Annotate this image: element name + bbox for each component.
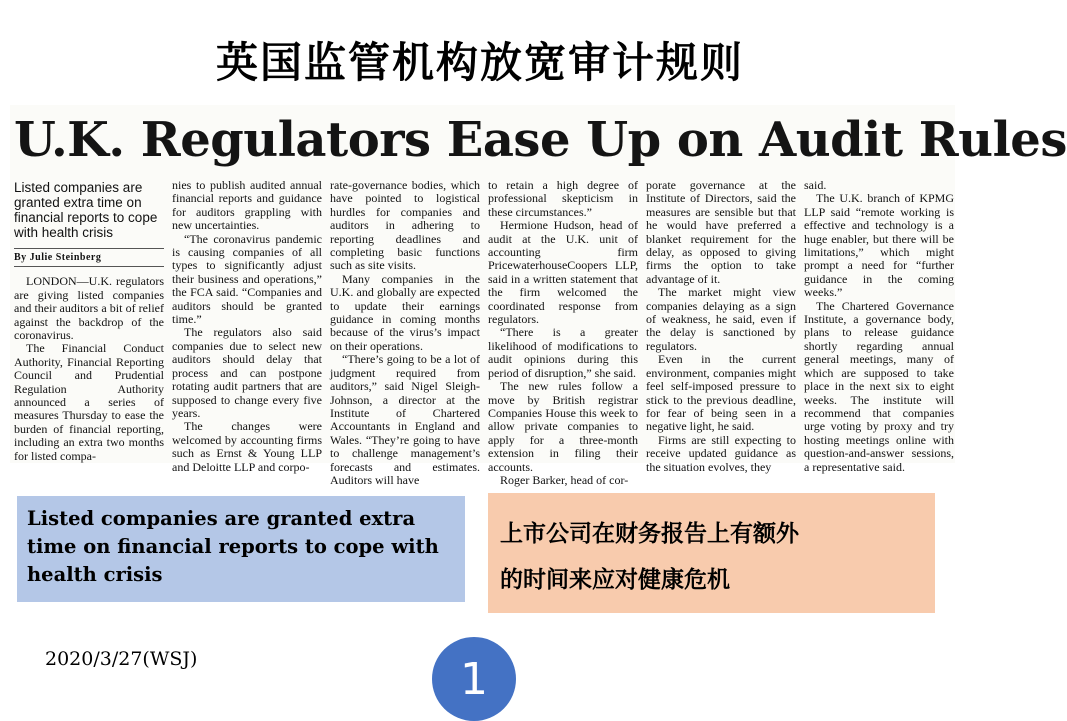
- article-column-6: [804, 179, 954, 474]
- article-paragraph: Even in the current environment, companies might feel self-imposed pressure to stick to the previous deadline, for fear of being seen in a negative light, he said.: [646, 352, 796, 434]
- article-paragraph: Roger Barker, head of cor-: [500, 472, 629, 487]
- article-paragraph: The regulators also said companies due to select new auditors should delay that process and can postpone rotating audit partners that are supposed to change every five years.: [172, 325, 322, 420]
- page-number: 1: [460, 653, 488, 705]
- chinese-summary-box: [488, 493, 935, 613]
- article-paragraph: The U.K. branch of KPMG LLP said “remote working is effective and technology is a huge enabler, but there will be limitations,” which might prompt a need for “further guidance in the coming weeks.”: [804, 191, 954, 300]
- article-paragraph: Hermione Hudson, head of audit at the U.K. unit of accounting firm PricewaterhouseCoopers LLP, said in a written statement that the firm welcomed the coordinated response from regulators.: [488, 218, 638, 327]
- article-paragraph: The new rules follow a move by British registrar Companies House this week to allow private companies to apply for a three-month extension in filing their accounts.: [488, 379, 638, 474]
- chinese-summary-line: 的时间来应对健康危机: [500, 567, 730, 593]
- article-column-4: [488, 179, 638, 487]
- article-paragraph: rate-governance bodies, which have pointed to logistical hurdles for companies and auditors in adhering to reporting deadlines and completing basic functions such as site visits.: [330, 178, 480, 273]
- article-paragraph: “The coronavirus pandemic is causing companies of all types to significantly adjust their business and operations,” the FCA said. “Companies and auditors should be granted time.”: [172, 231, 322, 327]
- byline-rule: [14, 266, 164, 267]
- article-paragraph: The changes were welcomed by accounting firms such as Ernst & Young LLP and Deloitte LLP and corpo-: [172, 419, 322, 474]
- article-paragraph: porate governance at the Institute of Directors, said the measures are sensible but that he would have preferred a blanket requirement for the delay, as opposed to giving firms the option to take advantage of it.: [646, 178, 796, 286]
- article-column-5: [646, 179, 796, 474]
- english-summary-text: Listed companies are granted extra time on financial reports to cope with health crisis: [27, 507, 439, 586]
- byline-rule: [14, 248, 164, 249]
- article-byline: By Julie Steinberg: [14, 252, 102, 263]
- article-paragraph: Firms are still expecting to receive updated guidance as the situation evolves, they: [646, 432, 796, 474]
- article-column-1: [14, 179, 164, 463]
- article-paragraph: to retain a high degree of professional skepticism in these circumstances.”: [488, 178, 638, 219]
- article-paragraph: nies to publish audited annual financial reports and guidance for auditors grappling with new uncertainties.: [172, 178, 322, 233]
- chinese-summary-line: 上市公司在财务报告上有额外: [500, 521, 799, 547]
- english-summary-box: [17, 496, 465, 602]
- slide-title: 英国监管机构放宽审计规则: [215, 38, 744, 87]
- article-paragraph: Many companies in the U.K. and globally are expected to update their earnings guidance in coming months because of the virus’s impact on their operations.: [330, 271, 480, 353]
- article-paragraph: LONDON—U.K. regulators are giving listed companies and their auditors a bit of relief against the backdrop of the coronavirus.: [14, 274, 164, 343]
- article-paragraph: “There’s going to be a lot of judgment required from auditors,” said Nigel Sleigh-Johnson, a director at the Institute of Chartered Accountants in England and Wales. “They’re going to have to challenge management’s forecasts and estimates. Auditors will have: [330, 352, 480, 487]
- newspaper-clipping: [10, 105, 1067, 487]
- source-date: 2020/3/27(WSJ): [45, 648, 198, 670]
- article-headline: U.K. Regulators Ease Up on Audit Rules: [14, 112, 1067, 168]
- article-paragraph: The Financial Conduct Authority, Financial Reporting Council and Prudential Regulation Authority announced a series of measures Thursday to ease the burden of financial reporting, including an extra two months for listed compa-: [14, 341, 164, 463]
- article-paragraph: “There is a greater likelihood of modifications to audit opinions during this period of disruption,” she said.: [488, 325, 638, 380]
- article-deck: Listed companies are granted extra time on financial reports to cope with health crisis: [14, 180, 158, 240]
- page-number-badge: [432, 637, 516, 721]
- article-paragraph: said.: [804, 178, 827, 192]
- article-column-2: [172, 179, 322, 474]
- article-paragraph: The Chartered Governance Institute, a governance body, plans to release guidance shortly regarding annual general meetings, many of which are supposed to take place in the next six to eight weeks. The institute will recommend that companies urge voting by proxy and try hosting meetings online with question-and-answer sessions, a representative said.: [804, 298, 954, 474]
- article-column-3: [330, 179, 480, 487]
- article-paragraph: The market might view companies delaying as a sign of weakness, he said, even if the delay is sanctioned by regulators.: [646, 285, 796, 353]
